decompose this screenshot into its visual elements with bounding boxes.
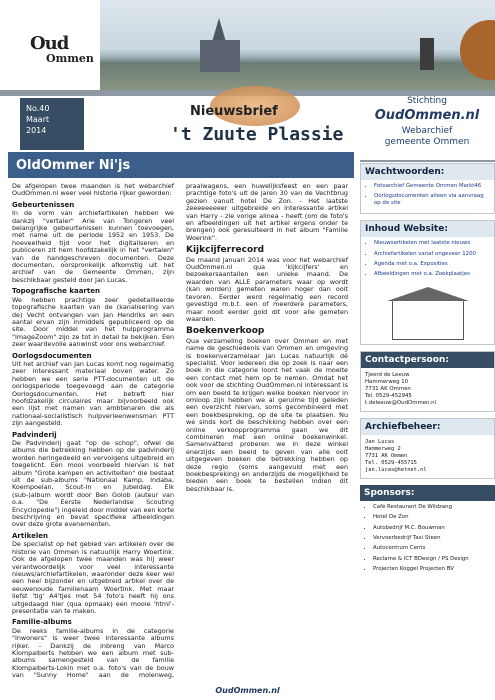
section-heading: Artikelen [12, 531, 48, 540]
stichting-block [368, 96, 486, 148]
sponsor-item[interactable]: • Reclame & ICT BDesign / PS Design [373, 556, 490, 562]
section-heading: Gebeurtenissen [12, 200, 75, 209]
footer-logo: OudOmmen.nl [215, 686, 280, 695]
sponsor-item[interactable]: • Autobedrijf M.C. Bouwman [373, 525, 490, 531]
newsletter-title: 't Zuute Plassie [170, 124, 344, 145]
wachtwoorden-title: Wachtwoorden: [361, 164, 494, 180]
boeken-heading: Boekenverkoop [186, 326, 265, 337]
wachtwoord-item[interactable]: • Fotoarchief Gemeente Ommen Markt46 [374, 183, 489, 189]
boeken-text: Qua verzameling boeken over Ommen en met name de geschiedenis van Ommen en omgeving is boekenverzamelaar Jan Lucas natuurlijk dé specialist. Voor iedereen die op zoek is naar een boek in die categorie loont het vaak de moeite een contact met hem op te nemen. Omdat het ook voor de stichting OudOmmen.nl interessant is om een beeld te krijgen welke boeken hiervoor in omloop zijn hebben we al geruime tijd geleden een overzicht hiervan, soms gecombineerd met een boekbespreking, op de site te plaatsen. Nu we sinds kort de beschikking hebben over een online verkoopprogramma gaan we dit combineren met een online boekenwinkel. Samenvattend proberen we in deze winkel enerzijds een beeld te geven van alle ooit uitgegeven boeken die betrekking hebben op deze regio (soms aangevuld met een boekbespreking) en anderzijds de mogelijkheid te bieden een boek te bestellen indien dit beschikbaar is. [186, 336, 348, 493]
sponsors-box [360, 485, 495, 580]
contact-line: 7731 AK Ommen [365, 385, 411, 392]
sponsor-item[interactable]: • Hotel De Zon [373, 514, 490, 520]
inhoud-box [360, 220, 495, 345]
windmill [420, 38, 434, 70]
sidebar [360, 163, 495, 586]
sidebar-divider [360, 160, 495, 162]
inhoud-item[interactable]: • Archiefartikelen vanaf ongeveer 1200 [374, 251, 489, 257]
house-illustration [392, 301, 464, 340]
archief-email[interactable]: jan.lucas@hetnet.nl [365, 466, 427, 473]
church-spire [212, 18, 226, 42]
section-text: We hebben prachtige zeer gedetailleerde topografische kaarten van de (kanalisering van de) Vecht ontvangen van Jan Hendriks en een aantal ervan zijn inmiddels gepubliceerd op de site. Door middel van het hulpprogramma "ImageZoom" zijn ze tot in detail te bekijken. Een zeer waardevolle aanwinst voor ons webarchief. [12, 295, 174, 349]
contact-title: Contactpersoon: [361, 352, 494, 368]
issue-badge [20, 98, 84, 150]
logo [30, 35, 98, 64]
section-heading: Familie-albums [12, 618, 72, 627]
stichting-sub1: Webarchief [401, 126, 453, 136]
contact-line: Tjeerd de Leeuw [365, 371, 410, 378]
article-intro: De afgelopen twee maanden is het webarchief OudOmmen.nl weer veel historie rijker geworden: [12, 182, 174, 198]
logo-line2: Ommen [46, 52, 94, 65]
tree [460, 20, 495, 80]
nieuwsbrief-label: Nieuwsbrief [190, 104, 278, 119]
inhoud-item[interactable]: • Nieuwsartikelen met laatste nieuws [374, 240, 489, 246]
stichting-name: OudOmmen.nl [374, 108, 480, 123]
stichting-sub2: gemeente Ommen [384, 137, 470, 147]
issue-number: No.40 [26, 104, 50, 113]
article-header [8, 152, 354, 178]
section-heading: Topografische kaarten [12, 287, 100, 296]
issue-month: Maart [26, 115, 50, 124]
archief-line: 7731 AK Ommen [365, 452, 408, 459]
inhoud-title: Inhoud Website: [361, 221, 494, 237]
section-heading: Padvinderij [12, 430, 57, 439]
stichting-label: Stichting [407, 96, 447, 106]
inhoud-item[interactable]: • Agenda met o.a. Exposities [374, 261, 489, 267]
section-text: Uit het archief van Jan Lucas komt nog regelmatig zeer interessant materiaal boven water. Zo hebben we een serie PTT-documenten uit de oorlogsperiode toegevoegd aan de categorie Oorlogsdocumenten. Het betreft hier hoofdzakelijk circulaires maar bijvoorbeeld ook een lijst met namen van ambtenaren die als nationaal-socialistisch hulpverleenwensman PTT zijn aangesteld. [12, 359, 174, 428]
kijkcijfer-heading: Kijkcijferrecord [186, 245, 265, 256]
contact-email[interactable]: t.deleeuw@OudOmmen.nl [365, 399, 437, 406]
logo-line1: Oud [30, 33, 69, 54]
inhoud-item[interactable]: • Afbeeldingen met o.a. Zoekplaatjes [374, 271, 489, 277]
section-text: De Padvinderij gaat "op de schop", ofwel de albums die betrekking hebben op de padvinderij worden heringedeeld en vervolgens uitgebreid en toegelicht. Een mooi voorbeeld hiervan is het album "Grote kampen en activiteiten" die bestaat uit de sub-albums "Nationaal Kamp, Indaba, Koempoelan, Scout-In en Jubeldag. Elk (sub-)album wordt door Ben Golob (auteur van o.a. "De Eerste Nederlandse Scouting Encyclopedie") ingeleid door middel van een korte beschrijving en bevat specifieke afbeeldingen over deze grote evenementen. [12, 439, 174, 529]
sponsors-title: Sponsors: [360, 485, 495, 501]
contact-box [360, 351, 495, 412]
section-text: In de vorm van archiefartikelen hebben we dankzij "vertaler" Arie van Tongeren veel belangrijke gebeurtenissen kunnen toevoegen, met name uit de periode 1952 en 1953. De hoeveelheid tijd voor het digitaliseren en publiceren zit hem hoofdzakelijk in het "vertalen" van de handgeschreven documenten. Deze documenten, oorspronkelijk afkomstig uit het archief van de Gemeente Ommen, zijn beschikbaar gesteld door Jan Lucas. [12, 209, 174, 284]
contact-line: Tel. 0529-452945 [365, 392, 412, 399]
sponsor-item[interactable]: • Autocentrum Cents [373, 545, 490, 551]
section-text: De reeks familie-albums in de categorie "Inwoners" is weer twee interessante albums rijker. - Dankzij de inbreng van Marco Klompalberts hebben we een album met sub-albums samengesteld van de familie Klompalberts-Lokin met o.a. foto's van de bouw van "Sunny Home" aan de molenweg, praalwagens, een huwelijksfeest en een paar prachtige foto's uit de jaren 30 van de Vechtbrug gezien vanuit hotel De Zon. - Het laatste zeeeeeeeeer uitgebreide en interessante artikel van Harry - zie vorige alinea - heeft (om de foto's en afbeeldingen uit het artikel ergens onder te brengen) ook geresulteerd in het album "Familie Woerink". [12, 182, 348, 680]
section-heading: Oorlogsdocumenten [12, 351, 92, 360]
contact-line: Hammerweg 10 [365, 378, 409, 385]
kijkcijfer-text: De maand januari 2014 was voor het webarchief OudOmmen.nl qua 'kijkcijfers' en bezoekersaantallen een unieke maand. De waarden van ALLE parameters waar op wordt (kan worden) gemeten waren hoger dan ooit tevoren. Eerder werd regelmatig een record gevestigd m.b.t. een of meerdere parameters, maar nooit eerder gold dit voor alle gemeten waarden. [186, 255, 348, 323]
issue-year: 2014 [26, 126, 47, 135]
article-body [12, 183, 348, 683]
sponsor-item[interactable]: • Projecten Koggel Projecten BV [373, 566, 490, 572]
wachtwoorden-box [360, 163, 495, 214]
section-text: De specialist op het gebied van artikelen over de historie van Ommen is natuurlijk Harry Woertink. Ook de afgelopen twee maanden was hij weer verantwoordelijk voor veel interessante nieuws/archiefartikelen, waaronder deze keer wel een heel bijzonder en uitgebreid artikel over de eeuwenoude familienaam Woertink. Met maar liefst 'tig' A4'tjes met 54 foto's heeft hij ons uitgedaagd hier (qua opmaak) een mooie 'html'-presentatie van te maken. [12, 540, 174, 615]
sponsor-item[interactable]: • Vervoerbedrijf Taxi Steen [373, 535, 490, 541]
archief-line: Jan Lucas [365, 438, 395, 445]
sponsor-item[interactable]: • Café Restaurant De Wildzang [373, 504, 490, 510]
church [200, 40, 240, 72]
archief-title: Archiefbeheer: [361, 419, 494, 435]
archief-line: Hammerweg 2 [365, 445, 401, 452]
archief-box [360, 418, 495, 479]
article-title: OldOmmer Ni'js [16, 158, 131, 173]
archief-line: Tel. 0529-455715 [365, 459, 417, 466]
wachtwoord-item[interactable]: • Oorlogsdocumenten alleen via aanvraag op de site [374, 193, 489, 206]
header-photo [100, 0, 495, 90]
